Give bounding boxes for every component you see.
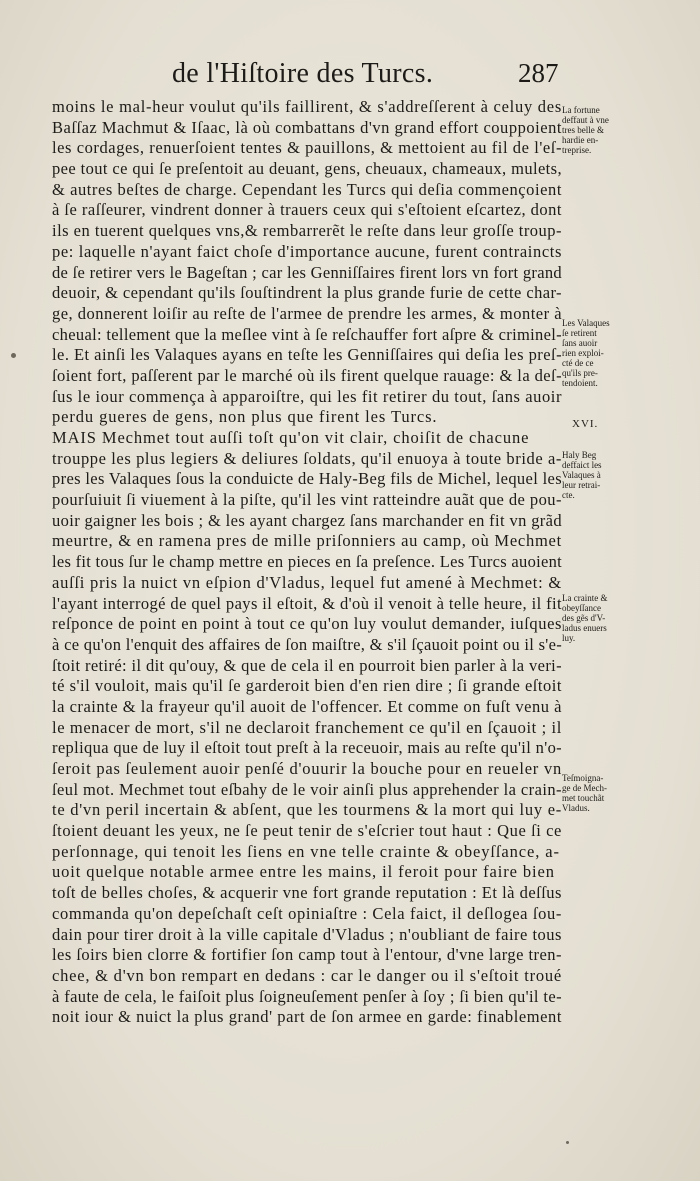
text-line: ſus le iour commença à apparoiſtre, qui les fit retirer du tout, ſans auoir	[52, 386, 563, 406]
text-line: les cordages, renuerſoient tentes & pauillons, & mettoient au fil de l'eſ-	[52, 138, 562, 158]
text-line: ſoient fort, paſſerent par le marché où ils firent quelque rauage: & la deſ-	[52, 365, 562, 385]
running-title: de l'Hiſtoire des Turcs.	[172, 58, 434, 89]
text-line: perſonnage, qui tenoit les ſiens en vne telle crainte & obeyſſance, a-	[52, 841, 560, 861]
text-line: moins le mal-heur voulut qu'ils faillirent, & s'addreſſerent à celuy des	[52, 97, 562, 116]
margin-note-line: Vladus.	[562, 803, 590, 813]
text-line: à ce qu'on l'enquit des affaires de ſon maiſtre, & s'il ſçauoit point ou il s'e-	[52, 634, 563, 654]
margin-note-line: rien exploi-	[562, 348, 604, 358]
main-text-column	[52, 97, 562, 1028]
text-line: le. Et ainſi les Valaques ayans en teſte les Genniſſaires qui deſia les preſ-	[52, 345, 563, 365]
text-line: l'ayant interrogé de quel pays il eſtoit, & d'où il venoit à telle heure, il fit	[52, 593, 562, 613]
text-line: cheual: tellement que la meſlee vint à ſe reſchauffer fort aſpre & criminel-	[52, 324, 562, 344]
text-line: pe: laquelle n'ayant faict choſe d'importance aucune, furent contraincts	[52, 241, 563, 261]
margin-note-line: La fortune	[562, 105, 600, 115]
text-line: ſtoient deuant les yeux, ne ſe peut tenir de s'eſcrier tout haut : Que ſi ce	[52, 821, 562, 841]
text-line: chee, & d'vn bon rempart en dedans : car le danger ou il s'eſtoit troué	[52, 965, 563, 985]
text-line: deuoir, & cependant qu'ils ſouſtindrent la plus grande furie de cette char-	[52, 283, 562, 303]
margin-note-line: tendoient.	[562, 378, 598, 388]
text-line: & autres beſtes de charge. Cependant les Turcs qui deſia commençoient	[52, 179, 562, 199]
page-number: 287	[518, 58, 559, 88]
ink-spot	[566, 1141, 569, 1144]
text-line: à faute de cela, le faiſoit plus ſoigneuſement penſer à ſoy ; ſi bien qu'il te-	[52, 986, 562, 1006]
margin-note	[562, 318, 662, 388]
text-line: ge, donnerent loiſir au reſte de l'armee de prendre les armes, & monter à	[52, 303, 563, 323]
text-line: MAIS Mechmet tout auſſi toſt qu'on vit clair, choiſit de chacune	[52, 428, 530, 447]
text-line: uoir gaigner les bois ; & les ayant chargez ſans marchander en fit vn grãd	[52, 510, 562, 530]
margin-note-line: leur retrai-	[562, 480, 601, 490]
margin-note-line: ladus enuers	[562, 623, 607, 633]
text-line: dain pour tirer droit à la ville capitale d'Vladus ; n'oubliant de faire tous	[52, 924, 562, 944]
margin-note-line: ſe retirent	[562, 328, 597, 338]
margin-note	[562, 105, 662, 155]
margin-note-line: qu'ils pre-	[562, 368, 598, 378]
text-line: les fit tous ſur le champ mettre en pieces en ſa preſence. Les Turcs auoient	[52, 552, 563, 572]
text-line: pres les Valaques ſous la conduicte de Haly-Beg fils de Michel, lequel les	[52, 469, 562, 489]
text-line: de ſe retirer vers le Bageſtan ; car les Genniſſaires firent lors vn fort grand	[52, 262, 562, 282]
margin-note-line: tres belle &	[562, 125, 604, 135]
text-line: perdu gueres de gens, non plus que firent les Turcs.	[52, 407, 438, 427]
margin-note-line: luy.	[562, 633, 576, 643]
text-line: à ſe raſſeurer, vindrent donner à trauers ceux qui s'eſtoient eſcartez, dont	[52, 200, 562, 220]
margin-note-line: La crainte &	[562, 593, 608, 603]
text-line: te d'vn peril incertain & abſent, que les tourmens & la mort qui luy e-	[52, 800, 563, 820]
text-line: meurtre, & en ramena pres de mille priſonniers au camp, où Mechmet	[52, 531, 562, 551]
text-line: Baſſaz Machmut & Iſaac, là où combattans d'vn grand effort couppoient	[52, 117, 562, 137]
margin-note-line: Valaques à	[562, 470, 601, 480]
margin-note-line: ge de Mech-	[562, 783, 607, 793]
margin-note	[562, 773, 662, 813]
text-line: ſtoit retiré: il dit qu'ouy, & que de cela il en pourroit bien parler à la veri-	[52, 655, 563, 675]
text-line: auſſi pris la nuict vn eſpion d'Vladus, lequel fut amené à Mechmet: &	[52, 572, 562, 592]
text-line: pee tout ce qui ſe preſentoit au deuant, gens, cheuaux, chameaux, mulets,	[52, 159, 562, 179]
text-line: ſeul mot. Mechmet tout eſbahy de le voir ainſi plus apprehender la crain-	[52, 779, 562, 799]
section-number: XVI.	[572, 418, 599, 430]
text-line: reſponce de point en point à tout ce qu'on luy voulut demander, iuſques	[52, 614, 563, 634]
margin-note-line: cté de ce	[562, 358, 594, 368]
text-line: les ſoirs bien clorre & fortifier ſon camp tout à l'entour, d'vne large tren-	[52, 945, 562, 965]
text-line: la crainte & la frayeur qu'il auoit de l'offencer. Et comme on fuſt venu à	[52, 696, 562, 716]
text-line: repliqua que de luy il eſtoit tout preſt à la receuoir, mais au reſte qu'il n'o-	[52, 738, 563, 758]
text-line: ſeroit pas ſeulement auoir penſé d'ouurir la bouche pour en reueler vn	[52, 759, 562, 778]
text-line: pourſuiuit ſi viuement à la piſte, qu'il les vint ratteindre auãt que de pou-	[52, 490, 562, 510]
text-line: trouppe les plus legiers & deliures ſoldats, qu'il enuoya à toute bride a-	[52, 448, 562, 468]
margin-note-line: hardie en-	[562, 135, 599, 145]
text-line: uoit quelque notable armee entre les mains, il feroit pour faire bien	[52, 862, 555, 882]
margin-note-line: obeyſſance	[562, 603, 601, 613]
text-line: ils en tuerent quelques vns,& rembarrerẽt le reſte dans leur groſſe troup-	[52, 221, 563, 241]
ink-spot	[11, 353, 16, 358]
text-line: té s'il vouloit, mais qu'il ſe garderoit bien d'en rien dire ; ſi grande eſtoit	[52, 676, 562, 696]
margin-note	[562, 593, 662, 643]
text-line: le menacer de mort, s'il ne declaroit franchement ce qu'il en ſçauoit ; il	[52, 717, 562, 737]
margin-note-line: treprise.	[562, 145, 592, 155]
text-line: commanda qu'on depeſchaſt ceſt opiniaſtre : Cela faict, il deſlogea ſou-	[52, 903, 562, 923]
text-line: noit iour & nuict la plus grand' part de ſon armee en garde: finablement	[52, 1007, 562, 1027]
page-header	[0, 58, 700, 98]
margin-note-line: met touchãt	[562, 793, 605, 803]
margin-note-line: des gẽs d'V-	[562, 613, 606, 623]
margin-note-line: cte.	[562, 490, 575, 500]
margin-note-line: Teſmoigna-	[562, 773, 604, 783]
text-line: toſt de belles choſes, & acquerir vne fort grande reputation : Et là deſſus	[52, 883, 562, 903]
margin-note-line: deffaict les	[562, 460, 602, 470]
margin-note	[562, 450, 662, 500]
margin-note-line: Haly Beg	[562, 450, 597, 460]
margin-note-line: ſans auoir	[562, 338, 598, 348]
margin-note-line: deffaut à vne	[562, 115, 609, 125]
margin-note-line: Les Valaques	[562, 318, 610, 328]
